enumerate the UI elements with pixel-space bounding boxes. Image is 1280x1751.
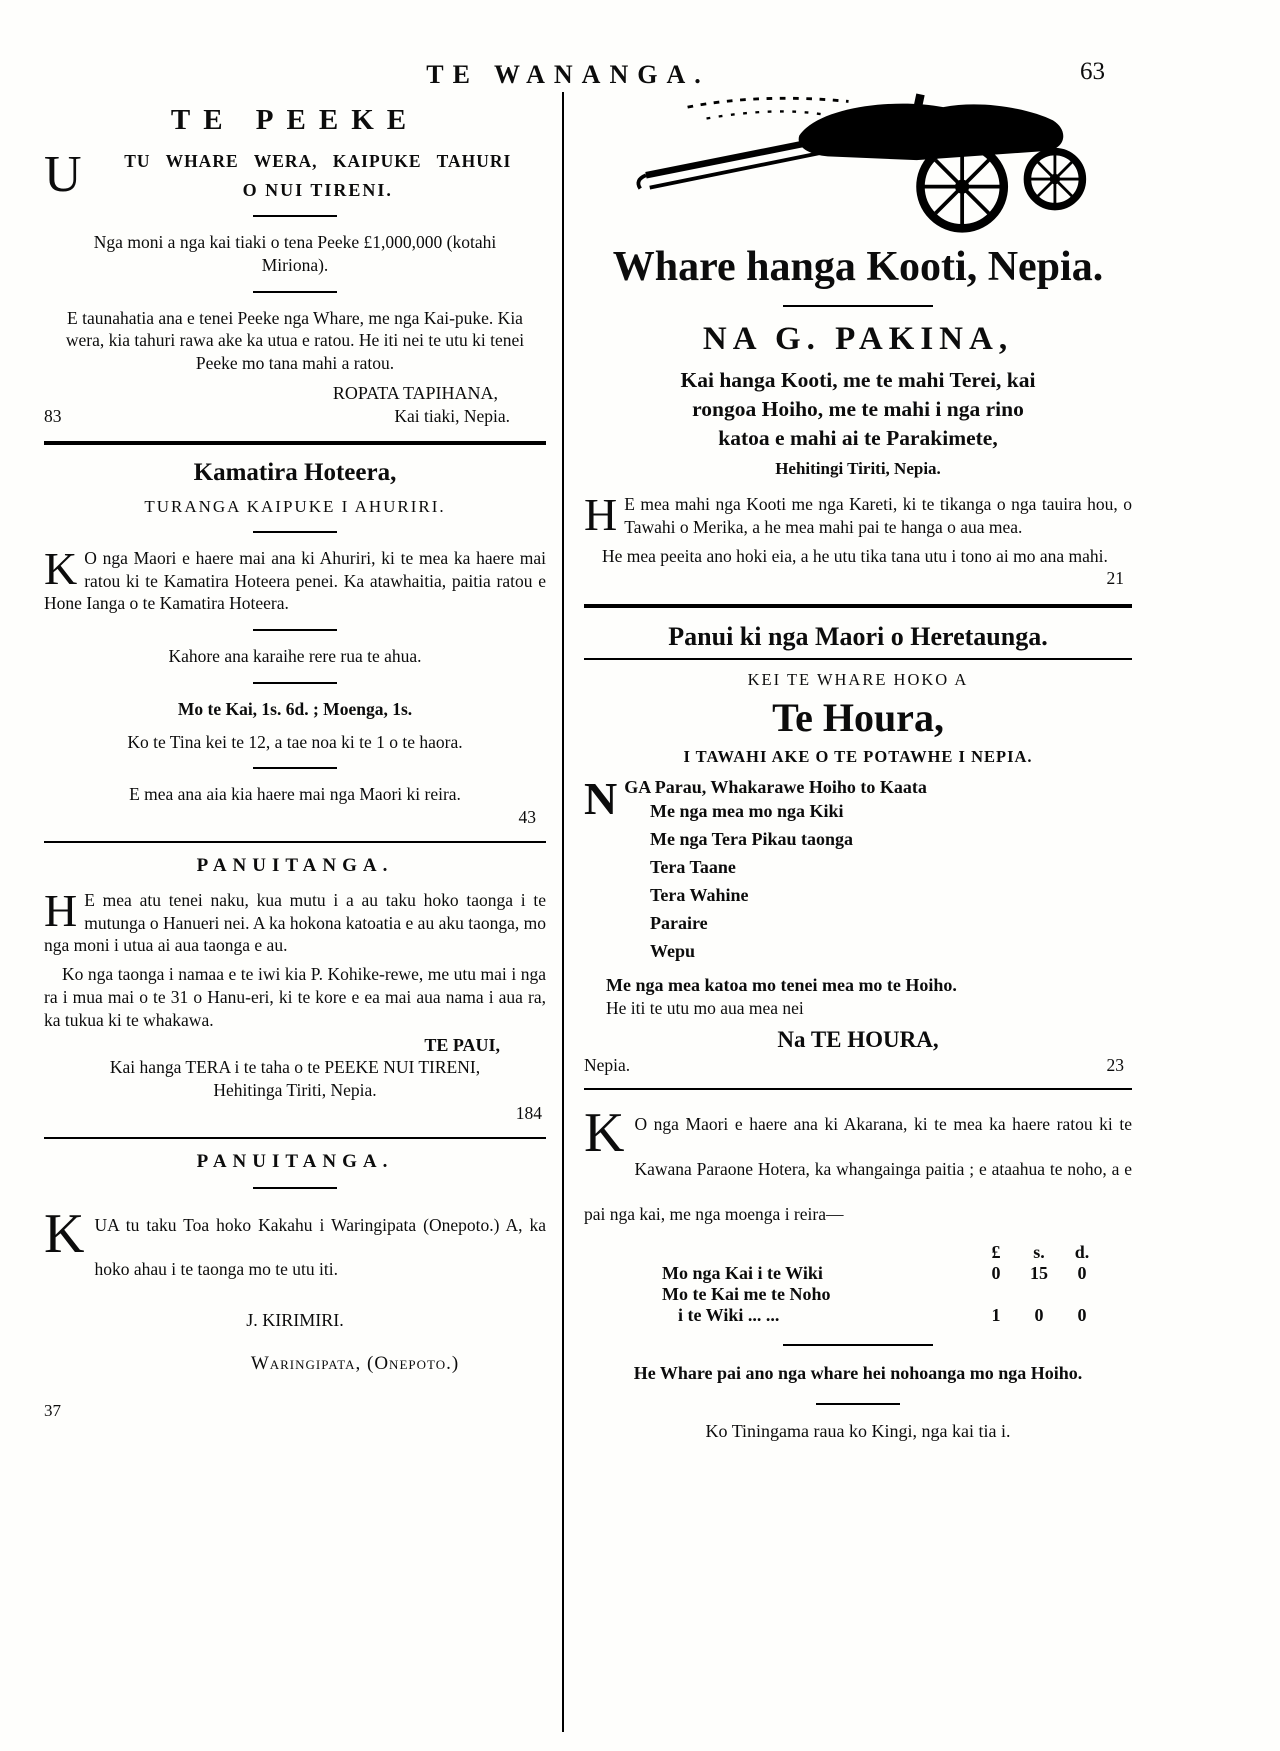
houra-note-2: He iti te utu mo aua mea nei bbox=[606, 998, 804, 1019]
houra-list-item: Me nga mea mo nga Kiki bbox=[650, 801, 844, 822]
currency-pounds-header: £ bbox=[991, 1242, 1001, 1263]
pakina-paragraph-1: H E mea mahi nga Kooti me nga Kareti, ki te tikanga o nga tauira hou, o Tawahi o Merika, a he mea mahi pai te hanga o aua mea. bbox=[584, 489, 1132, 541]
kamatira-paragraph: K O nga Maori e haere mai ana ki Ahuriri, ki te mea ka haere mai ratou ki te Kamatira Hoteera penei. Ka atawhaitia, paitia ratou e Hone Ianga o te Kamatira Hoteera. bbox=[44, 542, 546, 614]
pakina-paragraph-2: He mea peeita ano hoki eia, a he utu tika tana utu i tono ai mo ana mahi. bbox=[602, 545, 1108, 566]
houra-place: Nepia. bbox=[584, 1055, 631, 1076]
dropcap-k: K bbox=[584, 1102, 625, 1165]
rule bbox=[816, 1403, 900, 1405]
houra-name: Te Houra, bbox=[772, 695, 944, 741]
section-rule bbox=[44, 1137, 546, 1139]
section-rule bbox=[584, 604, 1132, 608]
pakina-description-line-2: rongoa Hoiho, me te mahi i nga rino bbox=[692, 397, 1024, 422]
houra-list-first-line: NGA Parau, Whakarawe Hoiho to Kaata bbox=[584, 773, 927, 825]
peeke-title: TE PEEKE bbox=[170, 104, 420, 136]
rule bbox=[253, 767, 337, 769]
peeke-paragraph-2: E taunahatia ana e tenei Peeke nga Whare, me nga Kai-puke. Kia wera, kia tahuri rawa ake ka utua e ratou. He iti nei te utu ki tenei Peeke mo tana mahi a ratou. bbox=[65, 307, 525, 373]
price-table-header bbox=[662, 1242, 1102, 1263]
price-table-row: Mo te Kai me te Noho bbox=[662, 1284, 831, 1305]
rule bbox=[783, 305, 933, 307]
dropcap-h: H bbox=[44, 884, 78, 936]
section-rule bbox=[44, 441, 546, 445]
dropcap-k: K bbox=[44, 542, 78, 594]
houra-list-item: Me nga Tera Pikau taonga bbox=[650, 828, 854, 849]
pakina-ad bbox=[584, 92, 1132, 608]
houra-place-row bbox=[584, 1055, 1132, 1076]
section-rule bbox=[584, 1088, 1132, 1090]
pakina-description-line-1: Kai hanga Kooti, me te mahi Terei, kai bbox=[680, 368, 1036, 392]
panuitanga2-signature-place: Waringipata, (Onepoto.) bbox=[250, 1352, 460, 1374]
panuitanga1-paragraph-1: H E mea atu tenei naku, kua mutu i a au taku hoko taonga i te mutunga o Hanueri nei. A ka hokona katoatia e au aku taonga, mo nga moni i utua ai aua taonga e au. bbox=[44, 884, 546, 956]
heretaunga-title: Panui ki nga Maori o Heretaunga. bbox=[668, 622, 1048, 652]
rule bbox=[253, 682, 337, 684]
houra-goods-list bbox=[584, 773, 1132, 965]
houra-note-1: Me nga mea katoa mo tenei mea mo te Hoiho. bbox=[606, 975, 957, 996]
pakina-ad-title: Whare hanga Kooti, Nepia. bbox=[612, 244, 1104, 290]
peeke-signature-row bbox=[44, 406, 546, 427]
houra-list-item: Tera Wahine bbox=[650, 884, 749, 905]
panuitanga1-signature-line-2: Hehitinga Tiriti, Nepia. bbox=[213, 1080, 377, 1100]
rule bbox=[584, 658, 1132, 660]
section-rule bbox=[44, 841, 546, 843]
dropcap-n: N bbox=[584, 773, 618, 825]
peeke-paragraph-1: Nga moni a nga kai tiaki o tena Peeke £1,000,000 (kotahi Miriona). bbox=[93, 232, 497, 275]
panuitanga1-ref-number: 184 bbox=[515, 1102, 542, 1123]
akarana-note-2: Ko Tiningama raua ko Kingi, nga kai tia i. bbox=[705, 1421, 1011, 1442]
peeke-signature-role: Kai tiaki, Nepia. bbox=[394, 405, 510, 426]
rule bbox=[253, 629, 337, 631]
rule bbox=[253, 1187, 337, 1189]
kamatira-line-1: Kahore ana karaihe rere rua te ahua. bbox=[168, 646, 422, 666]
akarana-paragraph: K O nga Maori e haere ana ki Akarana, ki te mea ka haere ratou ki te Kawana Paraone Hotera, ka whangainga paitia ; e ataahua te noho, a e pai nga kai, me nga moenga i reira— bbox=[584, 1102, 1132, 1224]
peeke-signature-name: ROPATA TAPIHANA, bbox=[332, 382, 498, 403]
akarana-notice bbox=[584, 1102, 1132, 1442]
kamatira-subtitle: TURANGA KAIPUKE I AHURIRI. bbox=[144, 496, 446, 516]
panuitanga1-paragraph-2: Ko nga taonga i namaa e te iwi kia P. Kohike-rewe, me utu mai i nga ra i mua mai o te 31 o Hanu-eri, ki te kore e ea mai aua nama i aua ra, ka tukua ki te whakawa. bbox=[44, 964, 546, 1030]
houra-list-item: Tera Taane bbox=[650, 856, 736, 877]
peeke-ref-number: 83 bbox=[44, 405, 62, 426]
houra-subtitle: I TAWAHI AKE O TE POTAWHE I NEPIA. bbox=[683, 747, 1033, 767]
dropcap-k: K bbox=[44, 1202, 85, 1265]
left-column bbox=[44, 100, 546, 1421]
houra-ref-number: 23 bbox=[1106, 1055, 1124, 1076]
kamatira-line-4: E mea ana aia kia haere mai nga Maori ki reira. bbox=[129, 784, 461, 805]
peeke-subtitle-2: O NUI TIRENI. bbox=[242, 180, 393, 200]
price-table-row: Mo nga Kai i te Wiki 0 15 0 bbox=[662, 1263, 1087, 1284]
pakina-ref-number: 21 bbox=[1106, 568, 1124, 589]
carriage-illustration bbox=[584, 92, 1132, 239]
panuitanga2-signature-name: J. KIRIMIRI. bbox=[246, 1309, 344, 1330]
akarana-note-1: He Whare pai ano nga whare hei nohoanga mo nga Hoiho. bbox=[633, 1363, 1083, 1384]
currency-pence-header: d. bbox=[1074, 1242, 1090, 1263]
panuitanga2-ref-number: 37 bbox=[44, 1400, 61, 1420]
rule bbox=[253, 215, 337, 217]
page-number: 63 bbox=[1080, 58, 1105, 85]
right-column bbox=[584, 92, 1132, 1442]
pakina-name: NA G. PAKINA, bbox=[702, 321, 1014, 357]
dropcap-h: H bbox=[584, 489, 618, 541]
heretaunga-ad bbox=[584, 622, 1132, 1090]
peeke-subtitle-block bbox=[44, 146, 546, 203]
peeke-ad bbox=[44, 104, 546, 445]
heretaunga-kicker: KEI TE WHARE HOKO A bbox=[747, 670, 969, 690]
panuitanga-ad-1 bbox=[44, 855, 546, 1139]
panuitanga1-signature-line-1: Kai hanga TERA i te taha o te PEEKE NUI TIRENI, bbox=[109, 1057, 481, 1078]
kamatira-line-2: Mo te Kai, 1s. 6d. ; Moenga, 1s. bbox=[177, 698, 413, 719]
peeke-subtitle-1: TU WHARE WERA, KAIPUKE TAHURI bbox=[124, 151, 512, 171]
kamatira-ref-number: 43 bbox=[518, 807, 536, 827]
currency-shillings-header: s. bbox=[1033, 1242, 1045, 1263]
rule bbox=[253, 531, 337, 533]
rule bbox=[783, 1344, 933, 1346]
column-divider bbox=[562, 92, 564, 1732]
dropcap-u: U bbox=[44, 146, 82, 203]
panuitanga1-signature-name: TE PAUI, bbox=[424, 1035, 500, 1056]
kamatira-line-3: Ko te Tina kei te 12, a tae noa ki te 1 o te haora. bbox=[127, 731, 463, 752]
kamatira-title: Kamatira Hoteera, bbox=[193, 458, 397, 486]
houra-list-item: Wepu bbox=[650, 940, 696, 961]
price-table-row: i te Wiki ... ... 1 0 0 bbox=[678, 1305, 1087, 1326]
panuitanga-ad-2 bbox=[44, 1151, 546, 1421]
houra-signature: Na TE HOURA, bbox=[777, 1027, 939, 1053]
price-table bbox=[662, 1242, 1102, 1326]
masthead-title: TE WANANGA. bbox=[426, 60, 710, 89]
pakina-description-line-3: katoa e mahi ai te Parakimete, bbox=[718, 426, 998, 451]
houra-list-item: Paraire bbox=[650, 912, 708, 933]
panuitanga2-paragraph: KUA tu taku Toa hoko Kakahu i Waringipata (Onepoto.) A, ka hoko ahau i te taonga mo te utu iti. bbox=[44, 1202, 546, 1280]
pakina-address: Hehitingi Tiriti, Nepia. bbox=[775, 459, 941, 479]
rule bbox=[253, 291, 337, 293]
kamatira-ad bbox=[44, 459, 546, 843]
panuitanga2-title: PANUITANGA. bbox=[196, 1150, 394, 1172]
panuitanga1-title: PANUITANGA. bbox=[196, 854, 394, 876]
